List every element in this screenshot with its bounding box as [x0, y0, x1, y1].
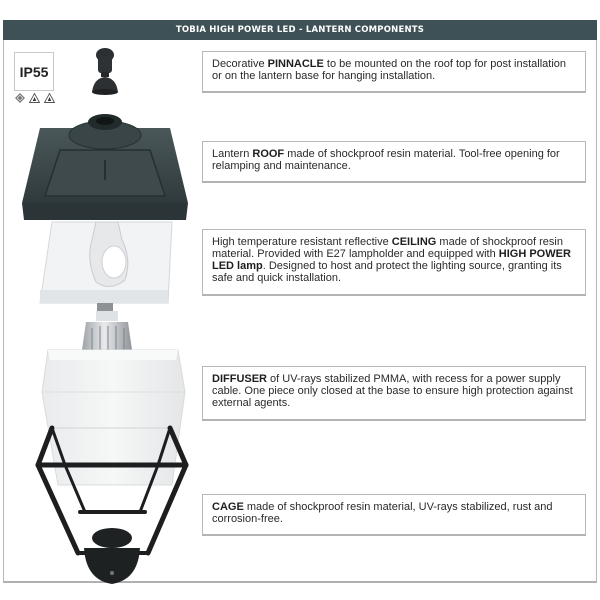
component-description-pinnacle: Decorative PINNACLE to be mounted on the roof top for post installation or on the lantern base for hanging installation. [202, 51, 586, 93]
component-description-roof: Lantern ROOF made of shockproof resin material. Tool-free opening for relamping and maintenance. [202, 141, 586, 183]
lantern-exploded-illustration [0, 0, 200, 600]
pinnacle-image [92, 48, 118, 95]
component-name: DIFFUSER [212, 373, 267, 385]
roof-image [22, 114, 188, 220]
component-description-diffuser: DIFFUSER of UV-rays stabilized PMMA, with recess for a power supply cable. One piece only closed at the base to ensure high protection against external agents. [202, 366, 586, 421]
component-description-cage: CAGE made of shockproof resin material, UV-rays stabilized, rust and corrosion-free. [202, 494, 586, 536]
lamp-name: HIGH POWER LED lamp [212, 248, 571, 272]
ip-rating-text: IP55 [19, 63, 49, 80]
component-name: CEILING [391, 236, 437, 248]
component-name: PINNACLE [267, 58, 324, 70]
component-name: CAGE [212, 501, 244, 513]
component-description-ceiling: High temperature resistant reflective CEILING made of shockproof resin material. Provided with E27 lampholder and equipped with HIGH POWER LED lamp. Designed to host and protect the lighting source, granting its safe and quick installation. [202, 229, 586, 296]
cage-base-image [84, 528, 140, 584]
ceiling-image [40, 222, 172, 311]
page-title: TOBIA HIGH POWER LED - LANTERN COMPONENTS [3, 20, 597, 40]
component-name: ROOF [252, 148, 285, 160]
